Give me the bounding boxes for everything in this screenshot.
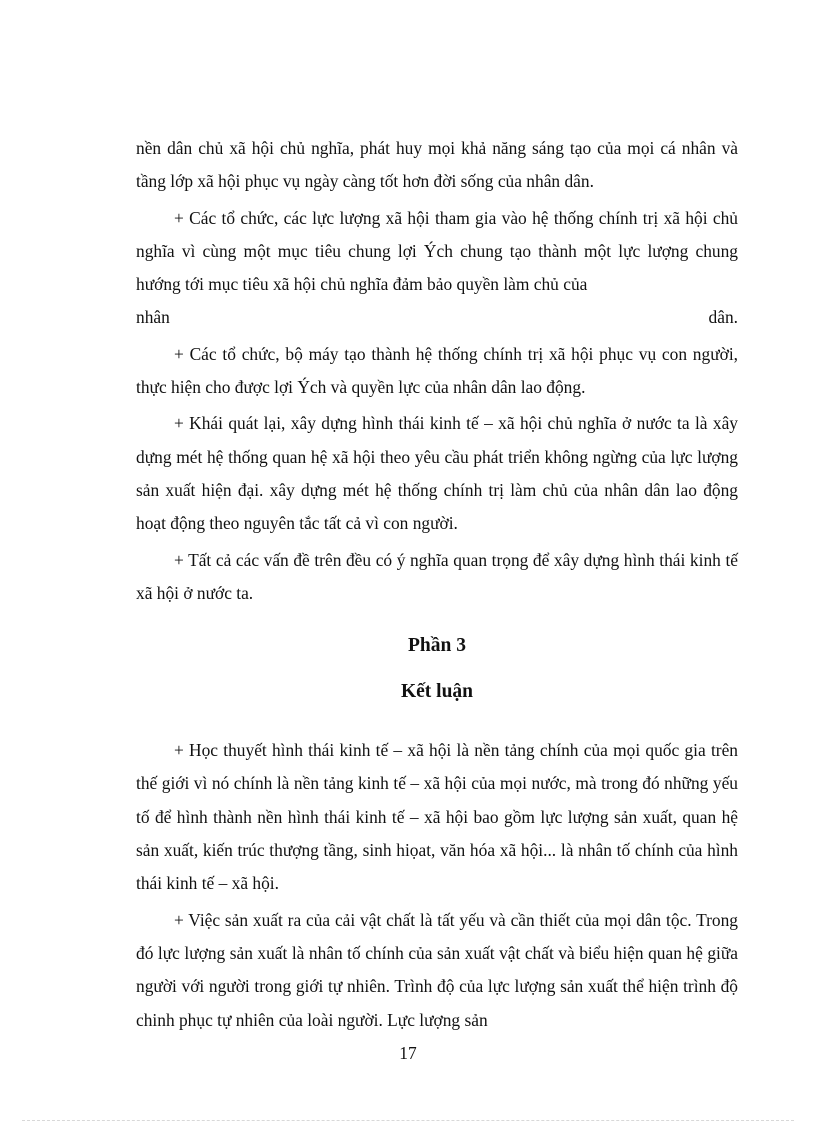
- paragraph-political-forces-last-line: [136, 301, 738, 334]
- section-heading-conclusion: Kết luận: [400, 681, 474, 703]
- page-bottom-divider: [22, 1120, 794, 1121]
- page-body: [136, 132, 738, 1037]
- paragraph-continuation: nền dân chủ xã hội chủ nghĩa, phát huy mọi khả năng sáng tạo của mọi cá nhân và tầng lớp xã hội phục vụ ngày càng tốt hơn đời sống của nhân dân.: [136, 138, 738, 192]
- last-line-left-word: nhân: [136, 307, 170, 328]
- paragraph-political-apparatus: + Các tổ chức, bộ máy tạo thành hệ thống chính trị xã hội phục vụ con người, thực hiện cho được lợi Ých và quyền lực của nhân dân lao động.: [136, 343, 738, 398]
- paragraph-political-forces: + Các tổ chức, các lực lượng xã hội tham gia vào hệ thống chính trị xã hội chủ nghĩa vì cùng một mục tiêu chung lợi Ých chung tạo thành một lực lượng chung hướng tới mục tiêu xã hội chủ nghĩa đảm bảo quyền làm chủ của: [136, 207, 738, 295]
- part-heading: Phần 3: [408, 635, 466, 657]
- paragraph-production: + Việc sản xuất ra của cải vật chất là tất yếu và cần thiết của mọi dân tộc. Trong đó lực lượng sản xuất là nhân tố chính của sản xuất vật chất và biểu hiện quan hệ giữa người với người trong giới tự nhiên. Trình độ của lực lượng sản xuất thể hiện trình độ chinh phục tự nhiên của loài người. Lực lượng sản: [136, 909, 738, 1030]
- paragraph-summary: + Khái quát lại, xây dựng hình thái kinh tế – xã hội chủ nghĩa ở nước ta là xây dựng mét hệ thống quan hệ xã hội theo yêu cầu phát triển không ngừng của lực lượng sản xuất hiện đại. xây dựng mét hệ thống chính trị làm chủ của nhân dân lao động hoạt động theo nguyên tắc tất cả vì con người.: [136, 413, 738, 534]
- paragraph-importance: + Tất cả các vấn đề trên đều có ý nghĩa quan trọng để xây dựng hình thái kinh tế xã hội ở nước ta.: [136, 549, 738, 603]
- paragraph-theory: + Học thuyết hình thái kinh tế – xã hội là nền tảng chính của mọi quốc gia trên thế giới vì nó chính là nền tảng kinh tế – xã hội của mọi nước, mà trong đó những yếu tố để hình thành nền hình thái kinh tế – xã hội bao gồm lực lượng sản xuất, quan hệ sản xuất, kiến trúc thượng tầng, sinh hiọat, văn hóa xã hội... là nhân tố chính của hình thái kinh tế – xã hội.: [136, 740, 738, 894]
- page-number: 17: [399, 1043, 417, 1063]
- last-line-right-word: dân.: [708, 307, 738, 328]
